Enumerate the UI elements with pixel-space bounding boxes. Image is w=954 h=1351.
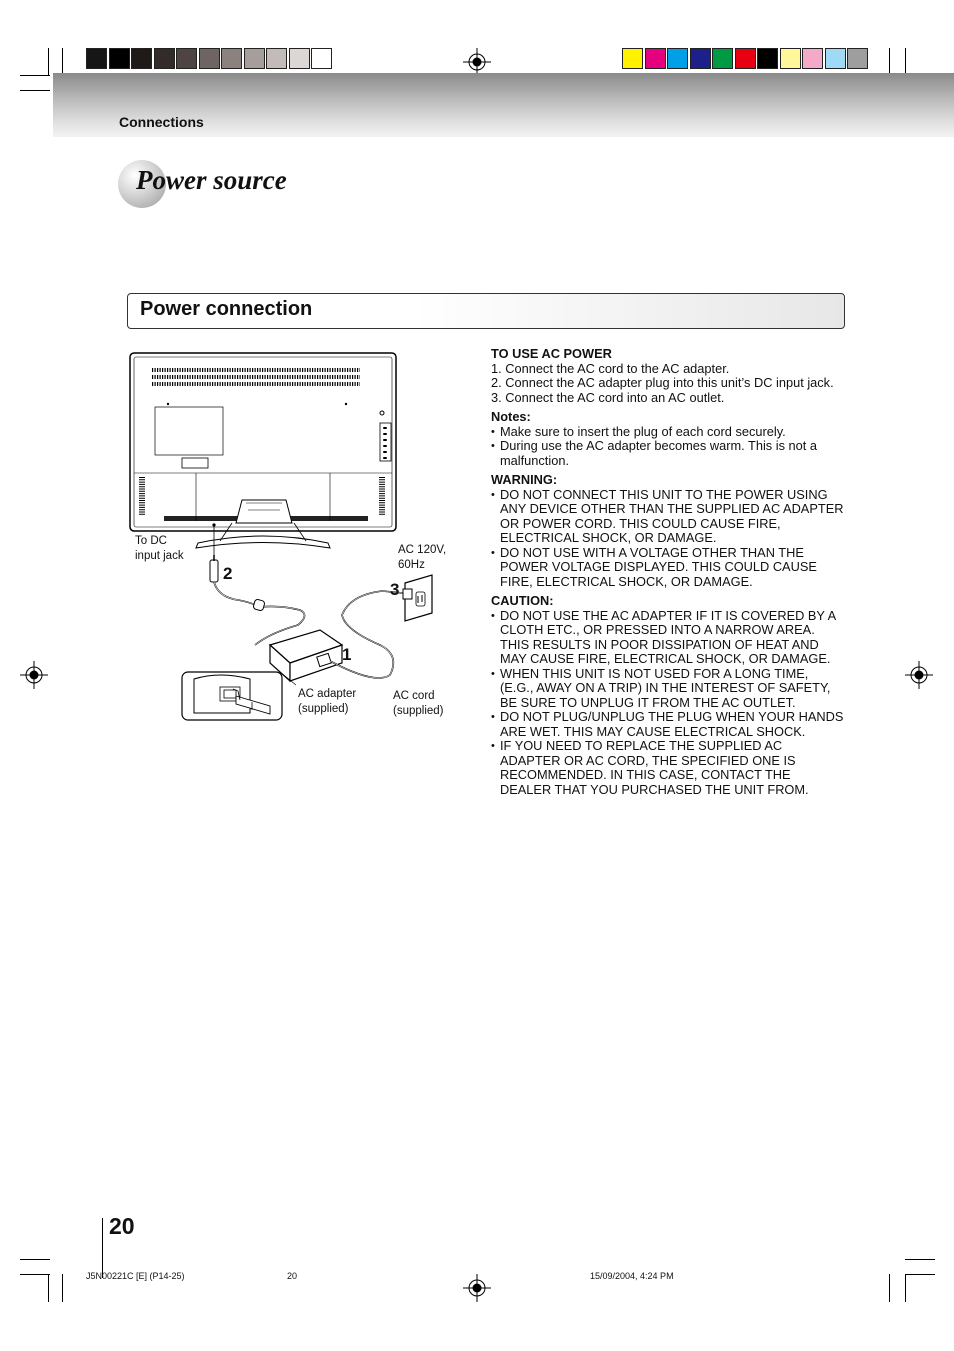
- cord-label: [393, 689, 444, 719]
- registration-mark-icon: [463, 48, 491, 76]
- color-swatch: [199, 48, 220, 69]
- adapter-label: [298, 687, 356, 717]
- dc-jack-label-line: input jack: [135, 550, 184, 562]
- note-item: [491, 439, 851, 468]
- page-number-rule: [102, 1218, 103, 1278]
- caution-line: DEALER THAT YOU PURCHASED THE UNIT FROM.: [500, 781, 809, 797]
- crop-mark: [48, 48, 49, 76]
- note-line: malfunction.: [500, 452, 569, 468]
- note-line: • During use the AC adapter becomes warm. This is not a: [500, 438, 817, 453]
- cord-label-line: AC cord: [393, 690, 435, 702]
- warning-line: ELECTRICAL SHOCK, OR DAMAGE.: [500, 530, 717, 545]
- caution-line: ARE WET. THIS MAY CAUSE ELECTRICAL SHOCK.: [500, 723, 806, 739]
- step-item: 2. Connect the AC adapter plug into this unit’s DC input jack.: [491, 375, 834, 390]
- ac-power-label-line: AC 120V,: [398, 544, 447, 556]
- color-swatch: [667, 48, 688, 69]
- print-timestamp: 15/09/2004, 4:24 PM: [590, 1271, 674, 1281]
- color-swatch: [221, 48, 242, 69]
- color-swatch: [244, 48, 265, 69]
- crop-mark: [905, 48, 906, 76]
- crop-mark: [62, 1274, 63, 1302]
- caution-line: • IF YOU NEED TO REPLACE THE SUPPLIED AC: [500, 738, 783, 753]
- caution-line: • DO NOT PLUG/UNPLUG THE PLUG WHEN YOUR HANDS: [500, 709, 844, 724]
- warning-item: [491, 488, 851, 546]
- page-number: 20: [109, 1213, 135, 1239]
- caution-line: ADAPTER OR AC CORD, THE SPECIFIED ONE IS: [500, 752, 796, 768]
- color-calibration-bar: [622, 48, 870, 69]
- caution-item: [491, 739, 851, 797]
- registration-mark-icon: [20, 661, 48, 689]
- color-swatch: [645, 48, 666, 69]
- step-number-3: 3: [390, 580, 400, 599]
- warning-line: POWER VOLTAGE DISPLAYED. THIS COULD CAUSE: [500, 559, 817, 574]
- color-swatch: [847, 48, 868, 69]
- cord-label-line: (supplied): [393, 705, 444, 717]
- crop-mark: [889, 1274, 890, 1302]
- caution-item: [491, 710, 851, 739]
- note-line: • Make sure to insert the plug of each cord securely.: [500, 423, 786, 439]
- caution-line: RECOMMENDED. IN THIS CASE, CONTACT THE: [500, 767, 791, 782]
- registration-mark-icon: [463, 1274, 491, 1302]
- crop-mark: [905, 1274, 906, 1302]
- caution-line: CLOTH ETC., OR PRESSED INTO A NARROW AREA.: [500, 622, 815, 637]
- subheading-box: [127, 293, 845, 329]
- color-swatch: [154, 48, 175, 69]
- color-swatch: [176, 48, 197, 69]
- color-swatch: [622, 48, 643, 69]
- page-ref: 20: [287, 1271, 298, 1281]
- color-swatch: [311, 48, 332, 69]
- color-swatch: [289, 48, 310, 69]
- doc-code: J5N00221C [E] (P14-25): [86, 1271, 185, 1281]
- warning-item: [491, 546, 851, 590]
- warning-heading: WARNING:: [491, 472, 558, 487]
- instructions-heading: TO USE AC POWER: [491, 346, 612, 361]
- registration-mark-icon: [905, 661, 933, 689]
- note-item: [491, 425, 851, 440]
- notes-heading: Notes:: [491, 409, 531, 424]
- step-item: 1. Connect the AC cord to the AC adapter.: [491, 360, 730, 376]
- dc-jack-label: [135, 534, 184, 564]
- color-swatch: [757, 48, 778, 69]
- warning-line: • DO NOT CONNECT THIS UNIT TO THE POWER USING: [500, 486, 828, 502]
- caution-line: BE SURE TO UNPLUG IT FROM THE AC OUTLET.: [500, 694, 796, 710]
- color-swatch: [780, 48, 801, 69]
- crop-mark: [48, 1274, 49, 1302]
- crop-mark: [889, 48, 890, 76]
- step-number-2: 2: [223, 564, 233, 583]
- color-swatch: [825, 48, 846, 69]
- color-swatch: [109, 48, 130, 69]
- caution-line: THIS RESULTS IN POOR DISSIPATION OF HEAT AND: [500, 636, 819, 652]
- dc-jack-label-line: To DC: [135, 535, 167, 547]
- color-swatch: [266, 48, 287, 69]
- color-swatch: [735, 48, 756, 69]
- subheading: Power connection: [140, 298, 313, 320]
- caution-line: • DO NOT USE THE AC ADAPTER IF IT IS COVERED BY A: [500, 607, 837, 623]
- caution-line: (E.G., AWAY ON A TRIP) IN THE INTEREST OF SAFETY,: [500, 680, 831, 695]
- step-item: 3. Connect the AC cord into an AC outlet.: [491, 389, 725, 405]
- crop-mark: [905, 1259, 935, 1260]
- crop-mark: [20, 1274, 50, 1275]
- connection-diagram: [120, 345, 460, 730]
- ac-power-label-line: 60Hz: [398, 559, 425, 571]
- color-swatch: [802, 48, 823, 69]
- color-swatch: [712, 48, 733, 69]
- caution-line: MAY CAUSE FIRE, ELECTRICAL SHOCK, OR DAMAGE.: [500, 651, 831, 666]
- caution-line: • WHEN THIS UNIT IS NOT USED FOR A LONG TIME,: [500, 665, 809, 681]
- grayscale-color-bar: [86, 48, 334, 69]
- warning-line: OR POWER CORD. THIS COULD CAUSE FIRE,: [500, 515, 781, 531]
- color-swatch: [690, 48, 711, 69]
- caution-item: [491, 667, 851, 711]
- instructions: [491, 347, 851, 797]
- section-label: Connections: [119, 114, 204, 130]
- caution-item: [491, 609, 851, 667]
- caution-heading: CAUTION:: [491, 593, 554, 608]
- crop-mark: [905, 1274, 935, 1275]
- crop-mark: [20, 90, 50, 91]
- adapter-label-line: AC adapter: [298, 688, 357, 700]
- warning-line: • DO NOT USE WITH A VOLTAGE OTHER THAN THE: [500, 544, 804, 560]
- crop-mark: [62, 48, 63, 76]
- crop-mark: [20, 75, 50, 76]
- color-swatch: [86, 48, 107, 69]
- ac-power-label: [398, 543, 446, 573]
- step-number-1: 1: [342, 645, 352, 664]
- warning-line: ANY DEVICE OTHER THAN THE SUPPLIED AC ADAPTER: [500, 501, 844, 516]
- page-title: Power source: [136, 165, 287, 195]
- color-swatch: [131, 48, 152, 69]
- adapter-label-line: (supplied): [298, 703, 349, 715]
- warning-line: FIRE, ELECTRICAL SHOCK, OR DAMAGE.: [500, 573, 753, 589]
- crop-mark: [20, 1259, 50, 1260]
